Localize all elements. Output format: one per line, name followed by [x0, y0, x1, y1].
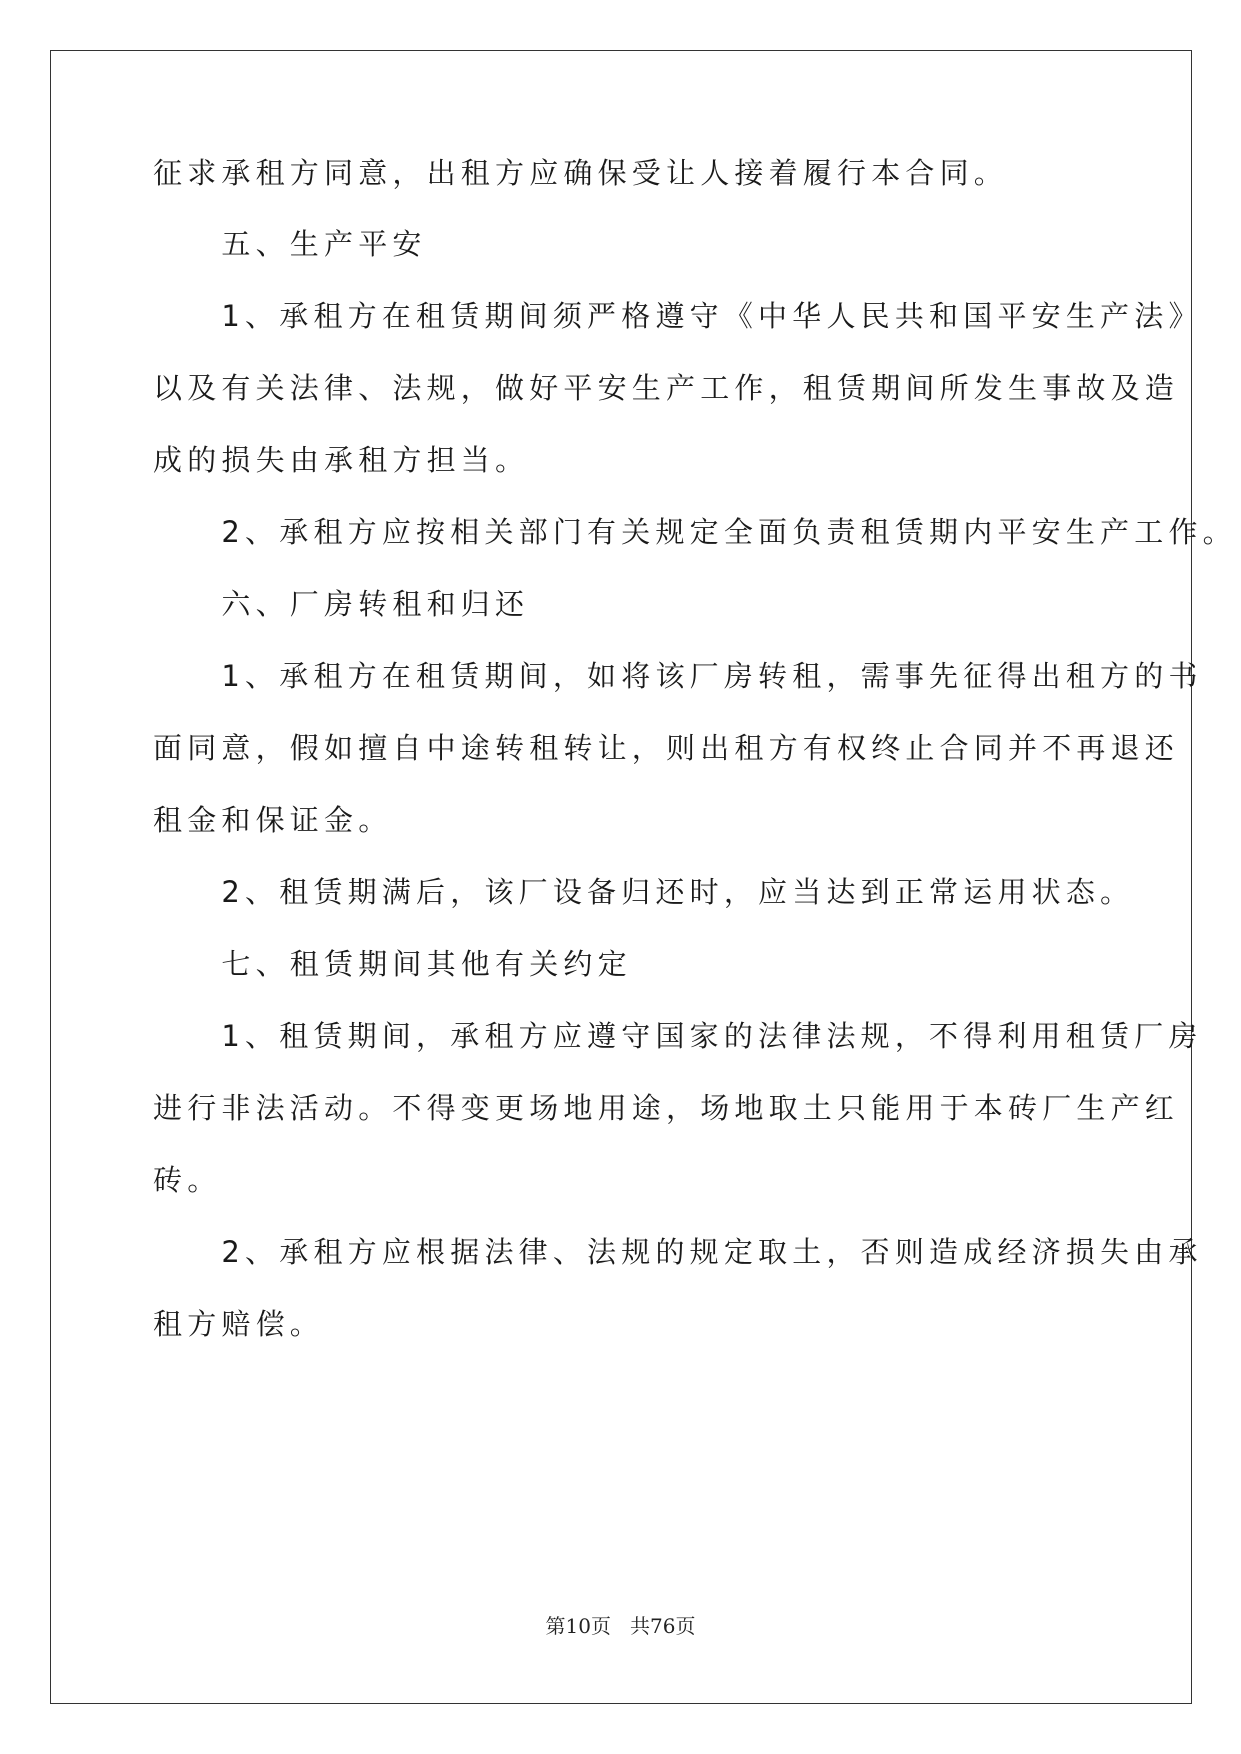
body-line: 2、承租方应按相关部门有关规定全面负责租赁期内平安生产工作。	[153, 515, 1237, 549]
body-line: 1、租赁期间，承租方应遵守国家的法律法规，不得利用租赁厂房	[153, 1019, 1203, 1053]
total-page-count: 共76页	[630, 1614, 696, 1638]
body-line: 以及有关法律、法规，做好平安生产工作，租赁期间所发生事故及造	[153, 371, 1180, 405]
body-line: 面同意，假如擅自中途转租转让，则出租方有权终止合同并不再退还	[153, 731, 1180, 765]
body-line: 征求承租方同意，出租方应确保受让人接着履行本合同。	[153, 156, 1009, 190]
section-heading: 六、厂房转租和归还	[153, 587, 530, 621]
body-line: 2、承租方应根据法律、法规的规定取土，否则造成经济损失由承	[153, 1235, 1203, 1269]
section-heading: 七、租赁期间其他有关约定	[153, 947, 632, 981]
body-line: 进行非法活动。不得变更场地用途，场地取土只能用于本砖厂生产红	[153, 1091, 1180, 1125]
body-line: 1、承租方在租赁期间须严格遵守《中华人民共和国平安生产法》	[153, 299, 1203, 333]
current-page-number: 第10页	[545, 1614, 611, 1638]
body-line: 砖。	[153, 1163, 222, 1197]
body-line: 成的损失由承租方担当。	[153, 443, 530, 477]
body-line: 租金和保证金。	[153, 803, 393, 837]
section-heading: 五、生产平安	[153, 227, 427, 261]
page-footer	[0, 1612, 1241, 1640]
body-line: 2、租赁期满后，该厂设备归还时，应当达到正常运用状态。	[153, 875, 1135, 909]
body-line: 1、承租方在租赁期间，如将该厂房转租，需事先征得出租方的书	[153, 659, 1203, 693]
body-line: 租方赔偿。	[153, 1307, 325, 1341]
